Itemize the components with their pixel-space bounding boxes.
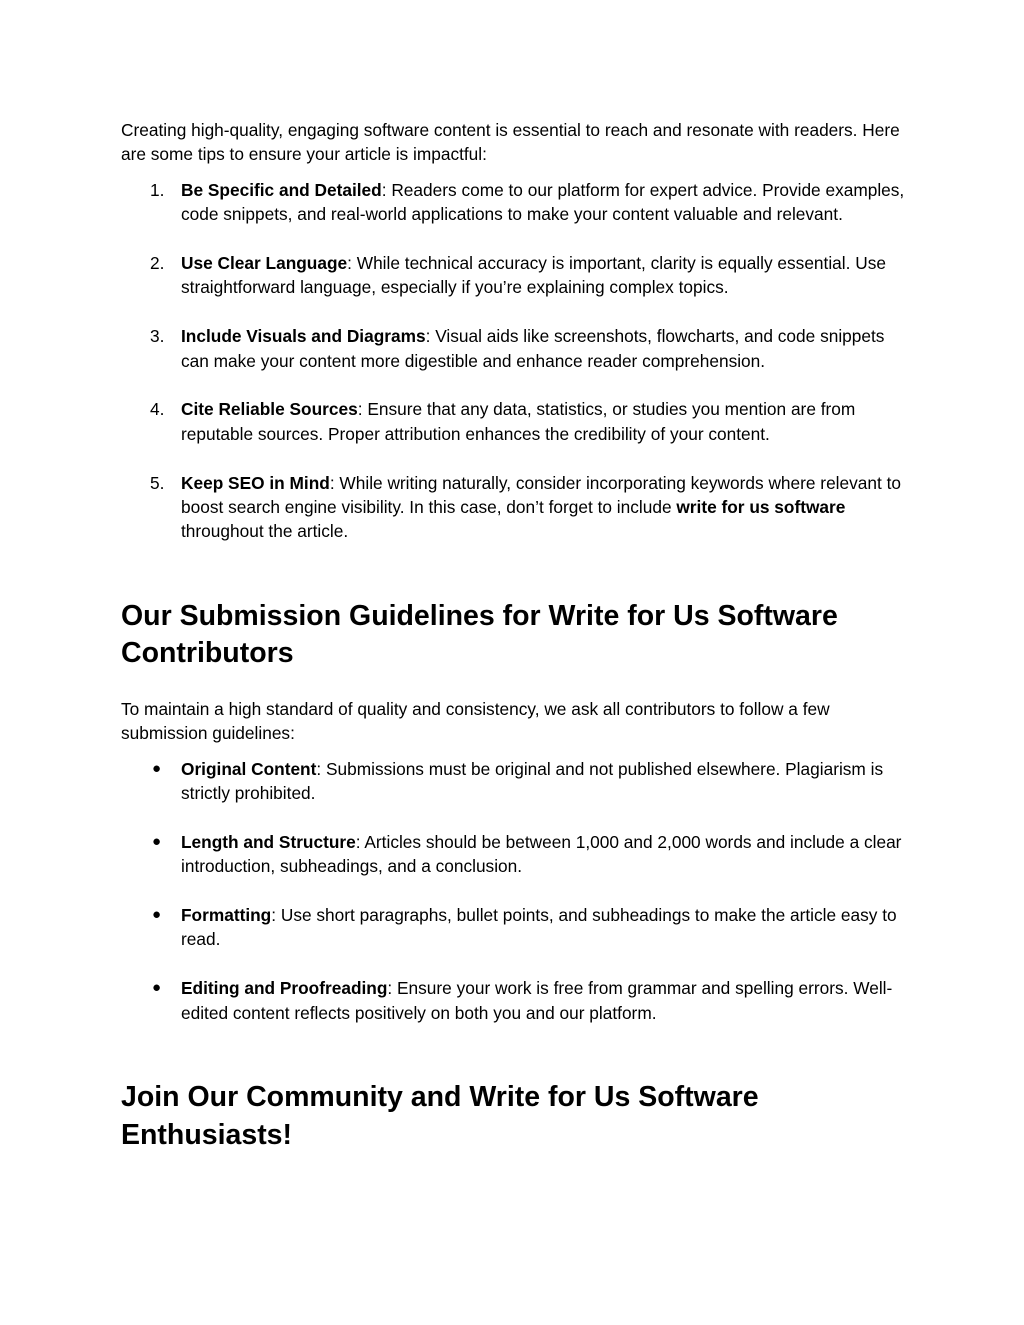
- bullet-icon: ●: [152, 759, 162, 777]
- tip-title: Cite Reliable Sources: [181, 399, 358, 420]
- bullet-icon: ●: [152, 832, 162, 850]
- tip-bold-phrase: write for us software: [676, 497, 846, 518]
- list-number: 4.: [150, 399, 165, 420]
- guideline-text: : Ensure your work is free from grammar and spelling errors. Well-edited content reflects positively on both you and our platform.: [181, 978, 893, 1023]
- tip-title: Be Specific and Detailed: [181, 179, 382, 200]
- tip-tail: throughout the article.: [181, 521, 349, 542]
- list-number: 1.: [150, 179, 165, 200]
- tip-text: : Readers come to our platform for expert advice. Provide examples, code snippets, and real-world applications to make your content valuable and relevant.: [181, 179, 905, 225]
- guideline-text: : Articles should be between 1,000 and 2,000 words and include a clear introduction, subheadings, and a conclusion.: [181, 831, 902, 877]
- bullet-icon: ●: [152, 906, 162, 924]
- list-number: 5.: [150, 472, 165, 493]
- tip-text: : Visual aids like screenshots, flowcharts, and code snippets can make your content more digestible and enhance reader comprehension.: [181, 326, 885, 371]
- section-heading: Join Our Community and Write for Us Software Enthusiasts!: [121, 1081, 759, 1151]
- guideline-title: Formatting: [181, 905, 272, 926]
- guideline-title: Editing and Proofreading: [181, 978, 388, 999]
- section-heading: Our Submission Guidelines for Write for Us Software Contributors: [121, 599, 838, 670]
- guidelines-intro: To maintain a high standard of quality and consistency, we ask all contributors to follow a few submission guidelines:: [121, 698, 830, 744]
- guideline-title: Original Content: [181, 758, 317, 779]
- list-item: [121, 471, 911, 544]
- list-item: [121, 251, 911, 300]
- guideline-text: : Submissions must be original and not published elsewhere. Plagiarism is strictly prohibited.: [181, 758, 884, 804]
- tip-text: : While writing naturally, consider incorporating keywords where relevant to boost search engine visibility. In this case, don’t forget to include: [181, 472, 902, 518]
- list-item: [121, 397, 911, 446]
- list-item: [121, 324, 911, 373]
- list-item: [121, 976, 911, 1025]
- tip-text: : Ensure that any data, statistics, or studies you mention are from reputable sources. Proper attribution enhances the credibility of your content.: [181, 399, 856, 444]
- bullet-icon: ●: [152, 979, 162, 997]
- list-item: [121, 830, 911, 879]
- list-item: [121, 178, 911, 227]
- list-item: [121, 903, 911, 952]
- guideline-text: : Use short paragraphs, bullet points, and subheadings to make the article easy to read.: [181, 905, 897, 950]
- list-number: 3.: [150, 326, 165, 347]
- tip-text: : While technical accuracy is important, clarity is equally essential. Use straightforward language, especially if you’re explaining complex topics.: [181, 253, 886, 298]
- guideline-title: Length and Structure: [181, 831, 356, 852]
- document-page: [121, 118, 911, 1154]
- tip-title: Keep SEO in Mind: [181, 472, 330, 493]
- tip-title: Include Visuals and Diagrams: [181, 326, 426, 347]
- guidelines-list: [121, 757, 911, 1025]
- list-number: 2.: [150, 253, 165, 274]
- list-item: [121, 757, 911, 806]
- tip-title: Use Clear Language: [181, 253, 348, 274]
- tips-list: [121, 178, 911, 544]
- intro-paragraph: Creating high-quality, engaging software content is essential to reach and resonate with readers. Here are some tips to ensure your article is impactful:: [121, 120, 900, 165]
